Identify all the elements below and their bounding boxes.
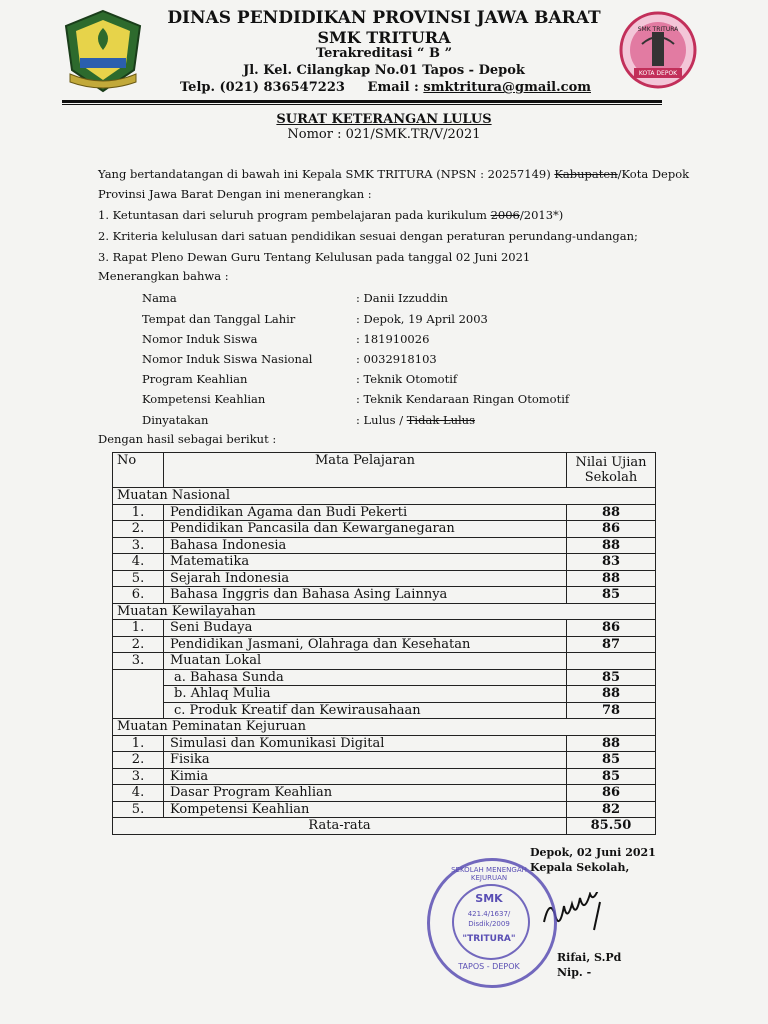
- row-no: 2.: [113, 752, 164, 769]
- row-subject: Pendidikan Pancasila dan Kewarganegaran: [164, 521, 567, 538]
- field-label-nis: Nomor Induk Siswa: [142, 332, 258, 346]
- table-row: [113, 686, 656, 703]
- field-value-program: : Teknik Otomotif: [356, 372, 458, 386]
- document-title: SURAT KETERANGAN LULUS: [276, 112, 492, 127]
- row-score: 85: [567, 752, 656, 769]
- header-divider-thin: [62, 104, 662, 105]
- section-title: Muatan Kewilayahan: [113, 603, 656, 620]
- intro-menerangkan: Menerangkan bahwa :: [98, 269, 229, 283]
- stamp-center-2: 421.4/1637/: [467, 910, 511, 918]
- table-row: [113, 785, 656, 802]
- row-score: 78: [567, 702, 656, 719]
- row-no: 3.: [113, 537, 164, 554]
- section-title: Muatan Peminatan Kejuruan: [113, 719, 656, 736]
- school-logo-top-text: SMK TRITURA: [637, 26, 679, 33]
- row-score: 88: [567, 686, 656, 703]
- row-subject: Muatan Lokal: [164, 653, 567, 670]
- table-row: [113, 752, 656, 769]
- signature-role: Kepala Sekolah,: [530, 861, 630, 874]
- row-no: 3.: [113, 653, 164, 670]
- header-address: Jl. Kel. Cilangkap No.01 Tapos - Depok: [243, 63, 525, 78]
- row-subject: b. Ahlaq Mulia: [164, 686, 567, 703]
- signature-nip: Nip. -: [557, 966, 592, 979]
- grades-table: [112, 452, 656, 835]
- field-label-dinyatakan: Dinyatakan: [142, 413, 209, 427]
- stamp-center-4: "TRITURA": [462, 934, 516, 944]
- row-no: 1.: [113, 504, 164, 521]
- document-number: Nomor : 021/SMK.TR/V/2021: [287, 127, 481, 142]
- intro-line-2: Provinsi Jawa Barat Dengan ini menerangkan :: [98, 187, 372, 201]
- signature-place-date: Depok, 02 Juni 2021: [530, 846, 656, 859]
- row-subject: Bahasa Inggris dan Bahasa Asing Lainnya: [164, 587, 567, 604]
- field-value-nisn: : 0032918103: [356, 352, 437, 366]
- average-value: 85.50: [567, 818, 656, 835]
- row-score: 86: [567, 785, 656, 802]
- row-subject: Kimia: [164, 768, 567, 785]
- row-no: 1.: [113, 735, 164, 752]
- row-subject: Pendidikan Agama dan Budi Pekerti: [164, 504, 567, 521]
- row-no: 5.: [113, 801, 164, 818]
- intro-item-1-a: 1. Ketuntasan dari seluruh program pembelajaran pada kurikulum: [98, 208, 487, 222]
- row-subject: Fisika: [164, 752, 567, 769]
- table-header: [113, 453, 656, 488]
- row-subject: a. Bahasa Sunda: [164, 669, 567, 686]
- row-score: 88: [567, 537, 656, 554]
- stamp-top-text: SEKOLAH MENENGAH KEJURUAN: [451, 866, 527, 882]
- row-score: [567, 653, 656, 670]
- row-score: 88: [567, 735, 656, 752]
- row-no: 2.: [113, 636, 164, 653]
- average-label: Rata-rata: [113, 818, 567, 835]
- table-row: [113, 521, 656, 538]
- dinyatakan-strike: Tidak Lulus: [406, 413, 475, 427]
- row-subject: Seni Budaya: [164, 620, 567, 637]
- row-score: 85: [567, 587, 656, 604]
- row-no: 2.: [113, 521, 164, 538]
- row-subject: Kompetensi Keahlian: [164, 801, 567, 818]
- intro-item-3: 3. Rapat Pleno Dewan Guru Tentang Kelulusan pada tanggal 02 Juni 2021: [98, 250, 531, 264]
- intro-item-2: 2. Kriteria kelulusan dari satuan pendidikan sesuai dengan peraturan perundang-undangan;: [98, 229, 638, 243]
- row-score: 85: [567, 768, 656, 785]
- header-contact: [180, 80, 591, 95]
- row-no: 1.: [113, 620, 164, 637]
- row-score: 82: [567, 801, 656, 818]
- table-row: [113, 702, 656, 719]
- field-value-birth: : Depok, 19 April 2003: [356, 312, 488, 326]
- section-row: [113, 719, 656, 736]
- row-no: 3.: [113, 768, 164, 785]
- section-row: [113, 603, 656, 620]
- table-row: [113, 570, 656, 587]
- signature-name: Rifai, S.Pd: [557, 951, 622, 964]
- row-score: 87: [567, 636, 656, 653]
- header-no: No: [113, 453, 164, 488]
- intro-line-1: [98, 167, 689, 181]
- header-email-label: Email :: [367, 80, 419, 95]
- table-row: [113, 620, 656, 637]
- field-value-competence: : Teknik Kendaraan Ringan Otomotif: [356, 392, 570, 406]
- stamp-bottom-text: TAPOS - DEPOK: [458, 962, 520, 971]
- row-score: 86: [567, 521, 656, 538]
- table-row: [113, 537, 656, 554]
- stamp-center-3: Disdik/2009: [468, 920, 510, 928]
- header-school: SMK TRITURA: [317, 28, 451, 47]
- section-row: [113, 488, 656, 505]
- row-subject: Simulasi dan Komunikasi Digital: [164, 735, 567, 752]
- header-score-2: Sekolah: [584, 470, 638, 485]
- row-score: 88: [567, 504, 656, 521]
- row-no: 4.: [113, 554, 164, 571]
- row-subject: Bahasa Indonesia: [164, 537, 567, 554]
- header-score: [567, 453, 656, 488]
- table-row: [113, 554, 656, 571]
- field-label-nisn: Nomor Induk Siswa Nasional: [142, 352, 313, 366]
- table-row: [113, 653, 656, 670]
- field-label-program: Program Keahlian: [142, 372, 248, 386]
- table-row: [113, 587, 656, 604]
- row-score: 86: [567, 620, 656, 637]
- stamp-center-1: SMK: [475, 892, 503, 905]
- intro-line-1-b: /Kota Depok: [617, 167, 690, 181]
- header-agency: DINAS PENDIDIKAN PROVINSI JAWA BARAT: [167, 8, 601, 28]
- row-no: [113, 669, 164, 686]
- school-logo-bottom-text: KOTA DEPOK: [638, 70, 678, 77]
- intro-item-1: [98, 208, 563, 222]
- row-score: 83: [567, 554, 656, 571]
- field-label-name: Nama: [142, 291, 177, 305]
- table-row: [113, 636, 656, 653]
- table-row: [113, 504, 656, 521]
- average-row: [113, 818, 656, 835]
- dinyatakan-value: : Lulus /: [356, 413, 407, 427]
- row-subject: Matematika: [164, 554, 567, 571]
- row-no: [113, 702, 164, 719]
- table-row: [113, 801, 656, 818]
- header-divider: [62, 100, 662, 103]
- intro-line-1-strike: Kabupaten: [554, 167, 618, 181]
- row-no: 4.: [113, 785, 164, 802]
- row-subject: Pendidikan Jasmani, Olahraga dan Kesehatan: [164, 636, 567, 653]
- row-score: 88: [567, 570, 656, 587]
- table-row: [113, 669, 656, 686]
- row-no: [113, 686, 164, 703]
- intro-line-1-a: Yang bertandatangan di bawah ini Kepala SMK TRITURA (NPSN : 20257149): [98, 167, 551, 181]
- field-value-nis: : 181910026: [356, 332, 430, 346]
- row-subject: Sejarah Indonesia: [164, 570, 567, 587]
- field-value-dinyatakan: [356, 413, 475, 427]
- table-row: [113, 768, 656, 785]
- header-email[interactable]: smktritura@gmail.com: [423, 80, 591, 95]
- field-label-birth: Tempat dan Tanggal Lahir: [142, 312, 296, 326]
- intro-item-1-b: /2013*): [519, 208, 564, 222]
- section-title: Muatan Nasional: [113, 488, 656, 505]
- header-accreditation: Terakreditasi “ B ”: [315, 46, 453, 61]
- hasil-label: Dengan hasil sebagai berikut :: [98, 432, 277, 446]
- field-value-name: : Danii Izzuddin: [356, 291, 448, 305]
- row-subject: c. Produk Kreatif dan Kewirausahaan: [164, 702, 567, 719]
- field-label-competence: Kompetensi Keahlian: [142, 392, 266, 406]
- row-subject: Dasar Program Keahlian: [164, 785, 567, 802]
- header-subject: Mata Pelajaran: [164, 453, 567, 488]
- header-score-1: Nilai Ujian: [575, 455, 647, 470]
- row-no: 6.: [113, 587, 164, 604]
- row-no: 5.: [113, 570, 164, 587]
- table-row: [113, 735, 656, 752]
- intro-item-1-strike: 2006: [490, 208, 520, 222]
- header-phone: Telp. (021) 836547223: [180, 80, 345, 95]
- row-score: 85: [567, 669, 656, 686]
